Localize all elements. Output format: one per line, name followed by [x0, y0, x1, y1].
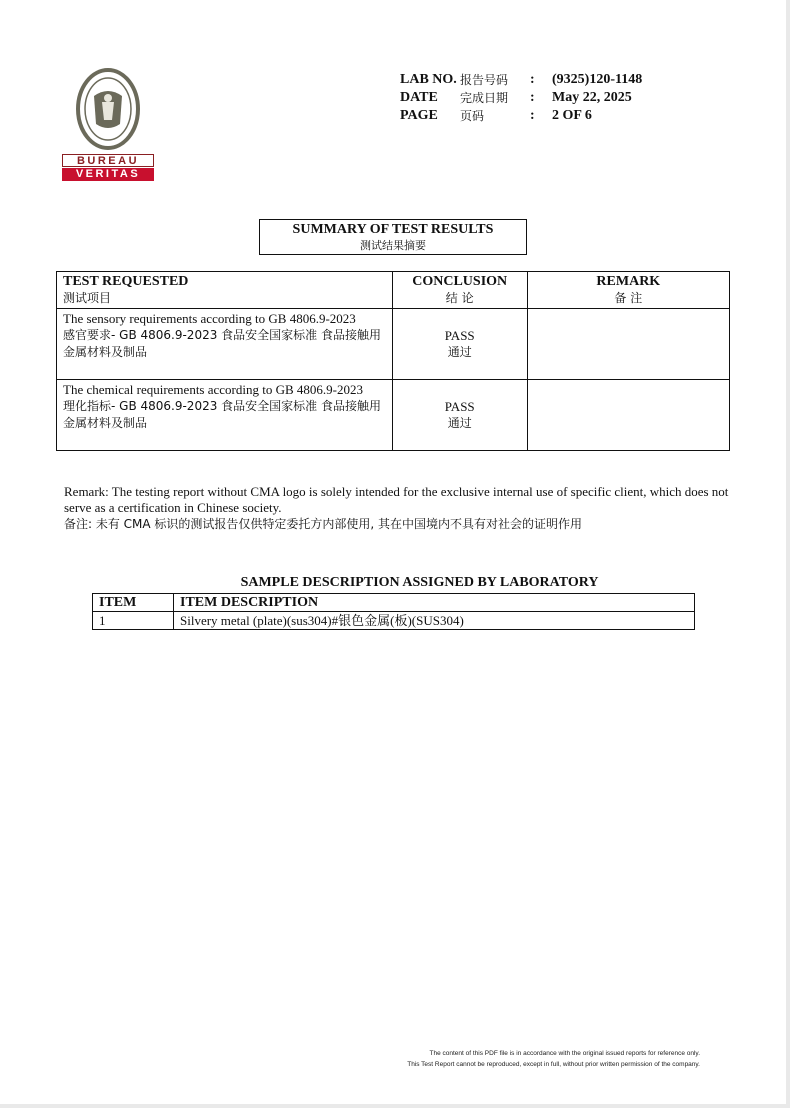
page-colon: :: [530, 108, 535, 123]
table-row: [57, 309, 730, 380]
sample-item-description: Silvery metal (plate)(sus304)#银色金属(板)(SUS304): [174, 612, 695, 630]
lab-no-label: LAB NO.: [400, 72, 457, 87]
lab-no-label-zh: 报告号码: [460, 73, 509, 87]
summary-title-box: [259, 219, 527, 255]
sample-header-item: ITEM: [93, 594, 174, 612]
sample-header-row: [93, 594, 695, 612]
table-row: [57, 380, 730, 451]
footer-disclaimer: [300, 1048, 700, 1070]
sample-description-title: SAMPLE DESCRIPTION ASSIGNED BY LABORATORY: [240, 575, 599, 590]
sample-description-table: [92, 593, 695, 630]
table-row: [93, 612, 695, 630]
date-colon: :: [530, 90, 535, 105]
footer-line-2: This Test Report cannot be reproduced, except in full, without prior written permission of the company.: [407, 1061, 700, 1068]
remark-section: [64, 484, 744, 532]
page-edge-right: [786, 0, 790, 1108]
date-label: DATE: [400, 90, 438, 105]
lab-no-value: (9325)120-1148: [552, 72, 643, 87]
remark-cell: [527, 380, 729, 451]
test-requested-en: The sensory requirements according to GB 4806.9-2023: [63, 311, 356, 326]
remark-en: Remark: The testing report without CMA logo is solely intended for the exclusive internal use of specific client, which does not serve as a certification in Chinese society.: [64, 484, 729, 515]
date-row: [400, 89, 642, 107]
conclusion-value-zh: 通过: [447, 416, 472, 430]
table-header-row: [57, 272, 730, 309]
lab-no-colon: :: [530, 72, 535, 87]
report-header-info: [400, 71, 642, 125]
summary-title: SUMMARY OF TEST RESULTS: [292, 222, 494, 237]
page-edge-bottom: [0, 1104, 790, 1108]
conclusion-cell: [392, 380, 527, 451]
logo-band-top: BUREAU: [62, 154, 154, 167]
test-requested-en: The chemical requirements according to GB 4806.9-2023: [63, 382, 363, 397]
conclusion-cell: [392, 309, 527, 380]
sample-header-description: ITEM DESCRIPTION: [174, 594, 695, 612]
header-remark-zh: 备 注: [614, 291, 643, 305]
test-results-table: [56, 271, 730, 451]
date-label-zh: 完成日期: [460, 91, 509, 105]
logo-emblem-icon: [76, 68, 140, 150]
sample-item-number: 1: [93, 612, 174, 630]
test-requested-zh: 感官要求- GB 4806.9-2023 食品安全国家标准 食品接触用金属材料及制品: [63, 328, 381, 359]
conclusion-value: PASS: [444, 328, 475, 343]
test-requested-zh: 理化指标- GB 4806.9-2023 食品安全国家标准 食品接触用金属材料及制品: [63, 399, 381, 430]
page-label: PAGE: [400, 108, 438, 123]
remark-cell: [527, 309, 729, 380]
conclusion-value-zh: 通过: [447, 345, 472, 359]
bureau-veritas-logo: [62, 68, 154, 184]
test-requested-cell: [57, 380, 393, 451]
lab-no-row: [400, 71, 642, 89]
header-conclusion-zh: 结 论: [445, 291, 474, 305]
page-row: [400, 107, 642, 125]
test-requested-cell: [57, 309, 393, 380]
date-value: May 22, 2025: [552, 90, 632, 105]
conclusion-value: PASS: [444, 399, 475, 414]
header-remark-en: REMARK: [596, 274, 661, 289]
remark-zh: 备注: 未有 CMA 标识的测试报告仅供特定委托方内部使用, 其在中国境内不具有对社会的证明作用: [64, 517, 583, 531]
logo-band-bottom: VERITAS: [62, 168, 154, 181]
header-test-requested-en: TEST REQUESTED: [63, 274, 189, 289]
header-conclusion-en: CONCLUSION: [412, 274, 508, 289]
summary-title-zh: 测试结果摘要: [360, 239, 426, 252]
footer-line-1: The content of this PDF file is in accordance with the original issued reports for reference only.: [429, 1050, 700, 1057]
header-test-requested-zh: 测试项目: [63, 291, 112, 305]
page-label-zh: 页码: [460, 109, 485, 123]
header-conclusion: [392, 272, 527, 309]
header-remark: [527, 272, 729, 309]
page-value: 2 OF 6: [552, 108, 592, 123]
header-test-requested: [57, 272, 393, 309]
